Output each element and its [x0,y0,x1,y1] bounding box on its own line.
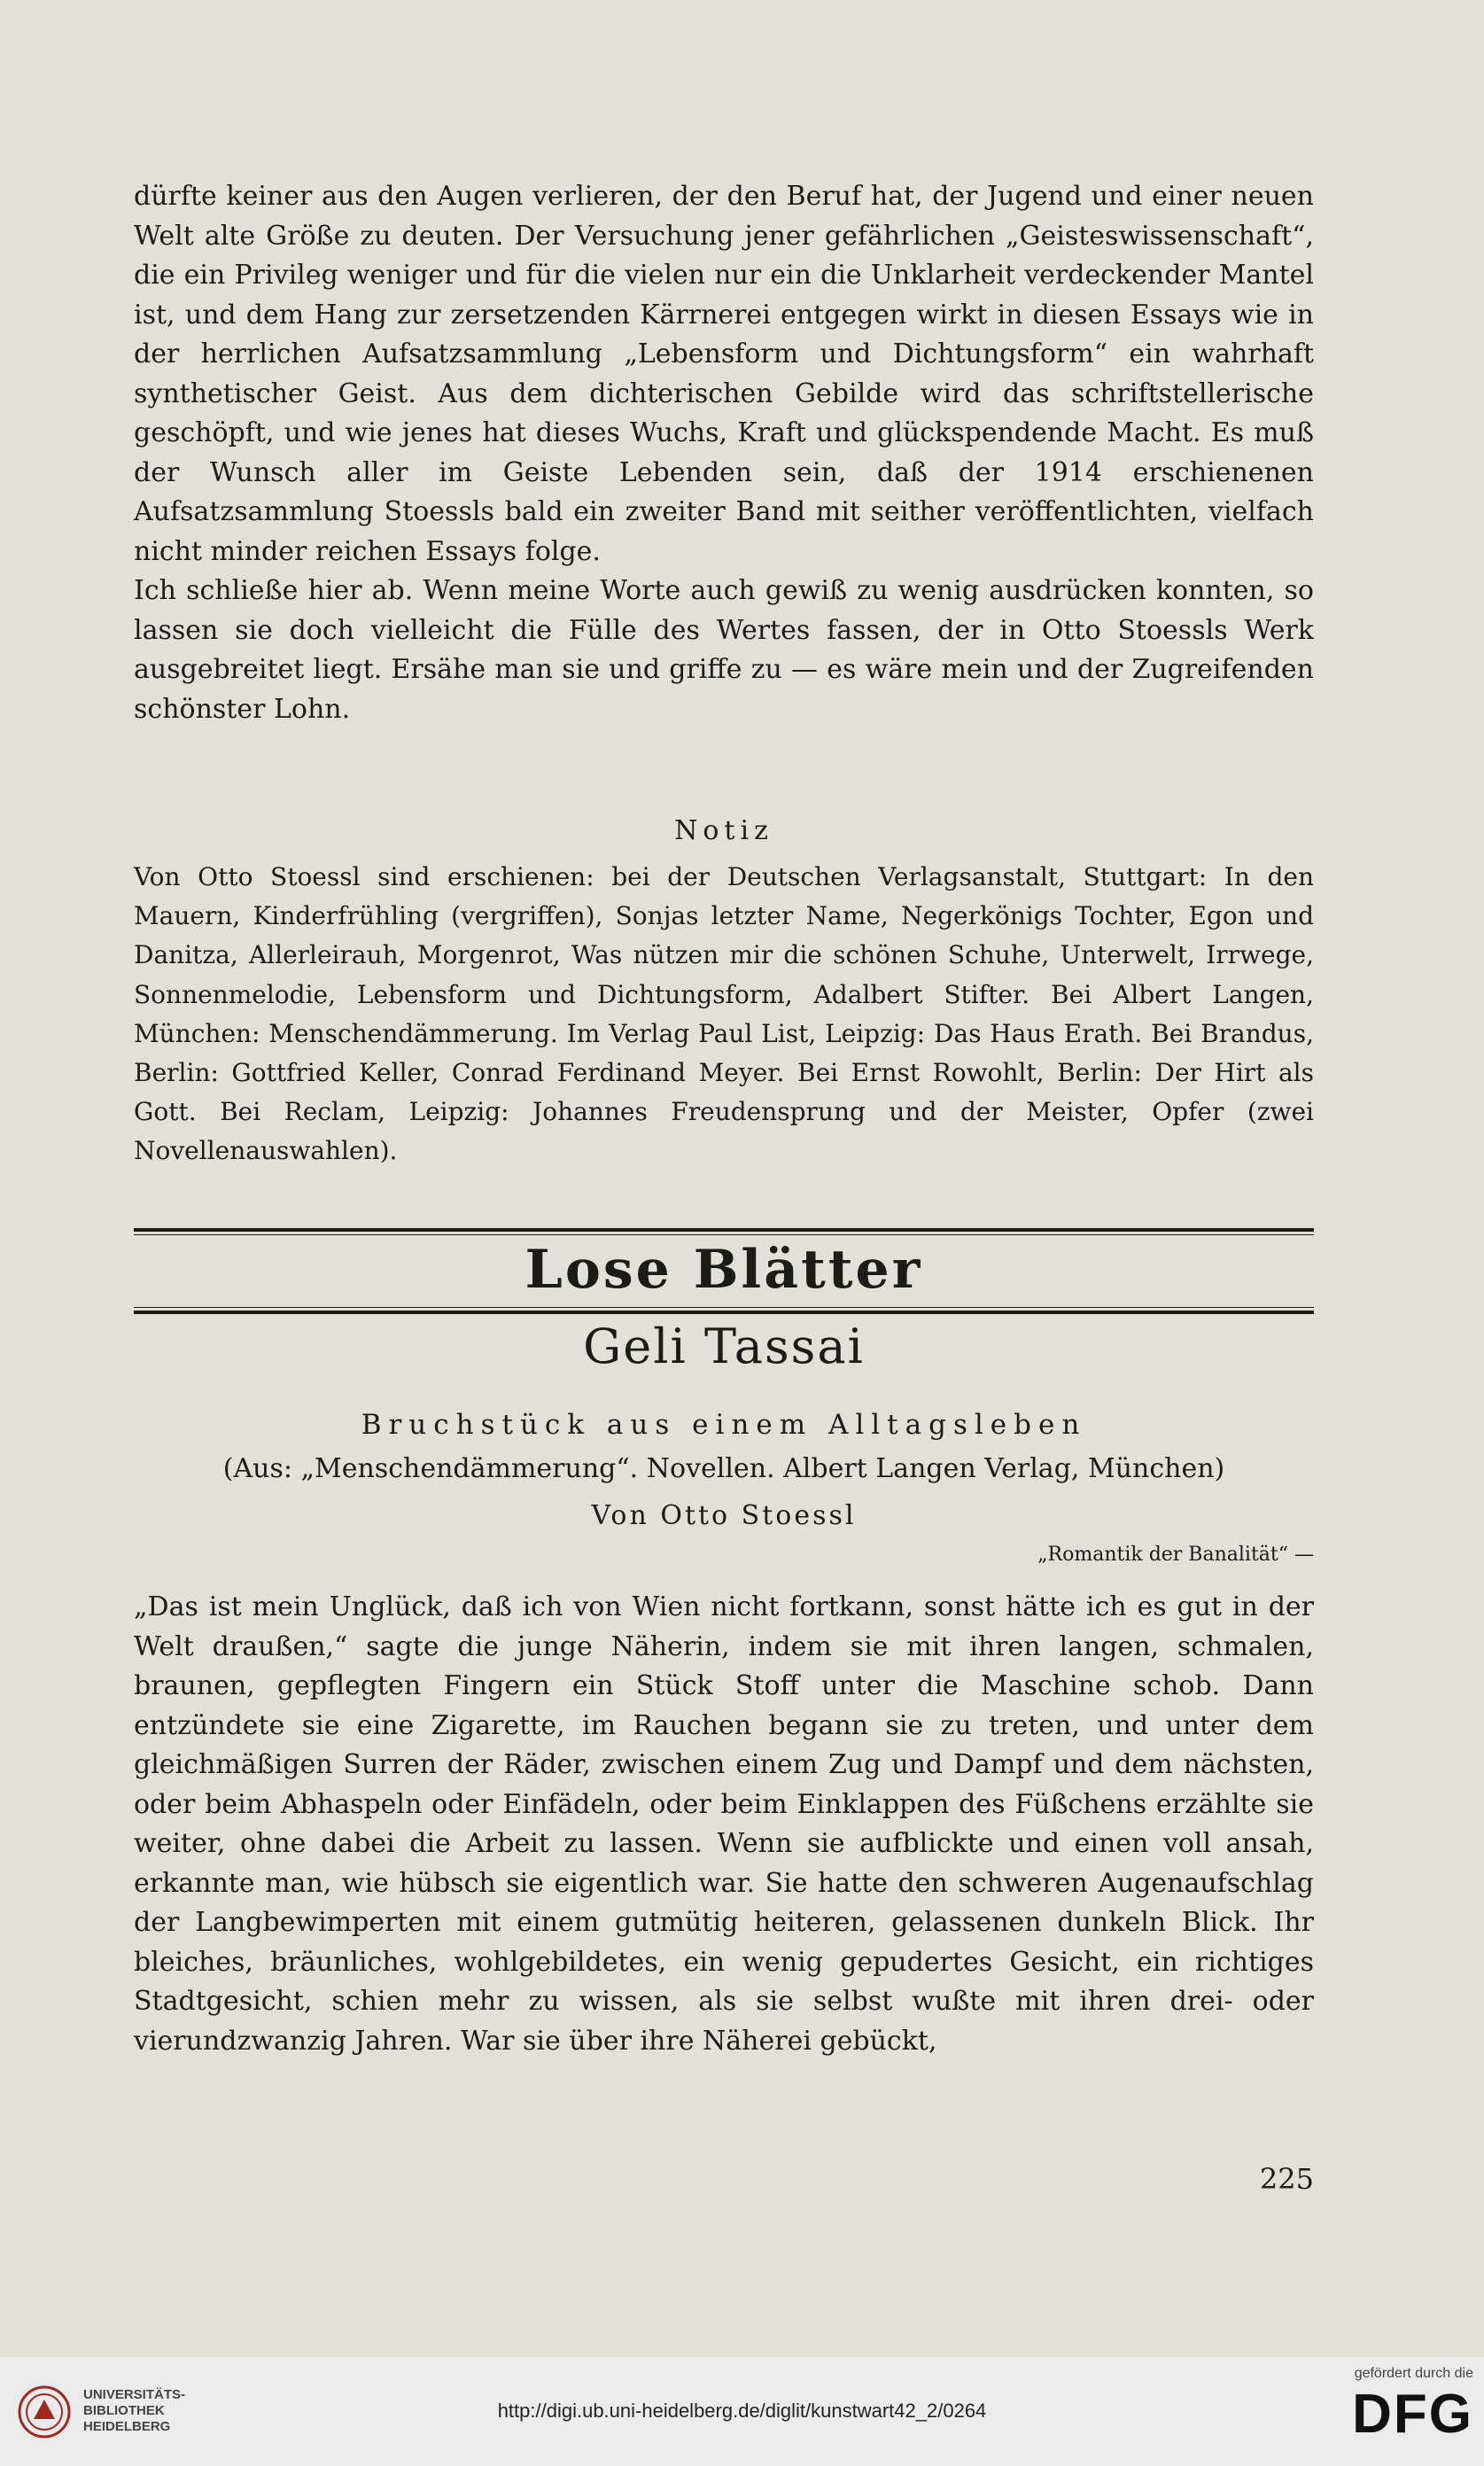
viewer-footer [0,2357,1484,2466]
paragraph: „Das ist mein Unglück, daß ich von Wien nicht fortkann, sonst hätte ich es gut in der Welt draußen,“ sagte die junge Näherin, indem sie mit ihren langen, schmalen, braunen, gepflegten Fingern ein Stück Stoff unter die Maschine schob. Dann entzündete sie eine Zigarette, im Rauchen begann sie zu treten, und unter dem gleichmäßigen Surren der Räder, zwischen einem Zug und Dampf und dem nächsten, oder beim Abhaspeln oder Einfädeln, oder beim Einklappen des Füßchens erzählte sie weiter, ohne dabei die Arbeit zu lassen. Wenn sie aufblickte und einen voll ansah, erkannte man, wie hübsch sie eigentlich war. Sie hatte den schweren Augenaufschlag der Langbewimperten mit einem gutmütig heiteren, gelassenen dunkeln Blick. Ihr bleiches, bräunliches, wohlgebildetes, ein wenig gepudertes Gesicht, ein richtiges Stadtgesicht, schien mehr zu wissen, als sie selbst wußte mit ihren drei- oder vierundzwanzig Jahren. War sie über ihre Näherei gebückt, [134,1591,1314,2057]
section-title: Lose Blätter [524,1239,923,1301]
funding-caption: gefördert durch die [1354,2366,1473,2381]
library-name-line: HEIDELBERG [83,2419,171,2434]
dfg-logo-box[interactable] [1323,2366,1473,2459]
article-body [134,1588,1314,2061]
previous-article-text [134,177,1314,729]
permalink-url[interactable]: http://digi.ub.uni-heidelberg.de/diglit/kunstwart42_2/0264 [497,2400,987,2422]
section-rule-top-thin [134,1234,1314,1235]
article-subtitle: Bruchstück aus einem Alltagsleben [361,1409,1087,1441]
dfg-logo: DFG [1352,2384,1473,2445]
epigraph: „Romantik der Banalität“ — [1037,1544,1314,1566]
library-name-line: UNIVERSITÄTS- [83,2387,186,2402]
page-number: 225 [1259,2162,1314,2196]
notiz-text [134,858,1314,1171]
section-rule-top [134,1228,1314,1232]
article-author: Von Otto Stoessl [591,1500,857,1531]
paragraph: Ich schließe hier ab. Wenn meine Worte auch gewiß zu wenig ausdrücken konnten, so lassen sie doch vielleicht die Fülle des Wertes fassen, der in Otto Stoessls Werk ausgebreitet liegt. Ersähe man sie und griffe zu — es wäre mein und der Zugreifenden schönster Lohn. [134,575,1314,725]
article-source: (Aus: „Menschendämmerung“. Novellen. Albert Langen Verlag, München) [222,1453,1225,1484]
library-name-line: BIBLIOTHEK [83,2403,165,2418]
section-rule-bottom [134,1311,1314,1314]
paragraph: Von Otto Stoessl sind erschienen: bei der Deutschen Verlagsanstalt, Stuttgart: In den Mauern, Kinderfrühling (vergriffen), Sonjas letzter Name, Negerkönigs Tochter, Egon und Danitza, Allerleirauh, Morgenrot, Was nützen mir die schönen Schuhe, Unterwelt, Irrwege, Sonnenmelodie, Lebensform und Dichtungsform, Adalbert Stifter. Bei Albert Langen, München: Menschendämmerung. Im Verlag Paul List, Leipzig: Das Haus Erath. Bei Brandus, Berlin: Gottfried Keller, Conrad Ferdinand Meyer. Bei Ernst Rowohlt, Berlin: Der Hirt als Gott. Bei Reclam, Leipzig: Johannes Freudensprung und der Meister, Opfer (zwei Novellenauswahlen). [134,862,1314,1166]
paragraph: dürfte keiner aus den Augen verlieren, der den Beruf hat, der Jugend und einer neuen Welt alte Größe zu deuten. Der Versuchung jener gefährlichen „Geisteswissenschaft“, die ein Privileg weniger und für die vielen nur ein die Unklarheit verdeckender Mantel ist, und dem Hang zur zersetzenden Kärrnerei entgegen wirkt in diesen Essays wie in der herrlichen Aufsatzsammlung „Lebensform und Dichtungsform“ ein wahrhaft synthetischer Geist. Aus dem dichterischen Gebilde wird das schriftstellerische geschöpft, und wie jenes hat dieses Wuchs, Kraft und glückspendende Macht. Es muß der Wunsch aller im Geiste Lebenden sein, daß der 1914 erschienenen Aufsatzsammlung Stoessls bald ein zweiter Band mit seither veröffentlichten, vielfach nicht minder reichen Essays folge. [134,181,1314,567]
article-title: Geli Tassai [583,1319,865,1374]
section-rule-bottom-thin [134,1307,1314,1308]
notiz-heading: Notiz [674,815,773,846]
